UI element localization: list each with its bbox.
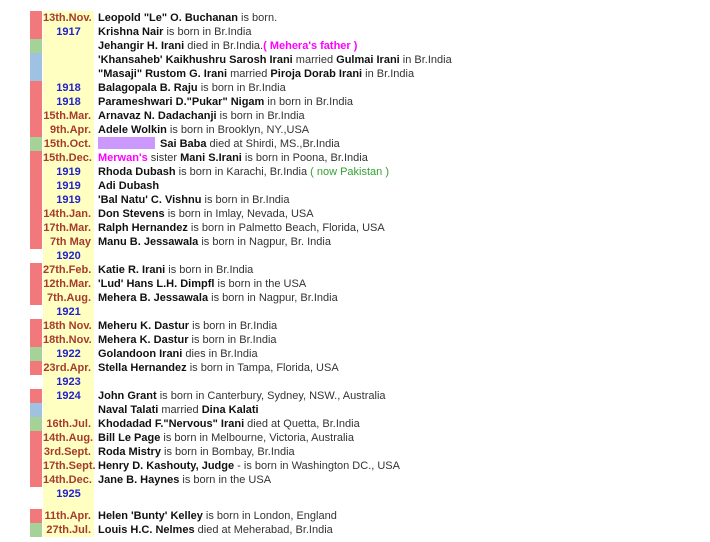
event-text-segment: Khodadad F."Nervous" Irani (98, 418, 245, 430)
event-text-segment: Louis H.C. Nelmes (98, 524, 195, 536)
event-text-segment: is born in Br.India (165, 264, 254, 276)
row-date: 7th May (43, 235, 94, 249)
event-text-segment: Mehera K. Dastur (98, 334, 189, 346)
event-text-segment: is born in Canterbury, Sydney, NSW., Australia (156, 390, 386, 402)
row-color-strip (30, 179, 42, 193)
event-text-segment: Adele Wolkin (98, 124, 167, 136)
event-text-segment: Balagopala B. Raju (98, 82, 198, 94)
timeline-row (30, 123, 452, 137)
row-color-strip (30, 53, 42, 67)
event-text-segment: 'Lud' Hans L.H. Dimpfl (98, 278, 215, 290)
row-date: 14th.Aug. (43, 432, 94, 444)
row-color-strip (30, 459, 42, 473)
event-text-segment: is born. (238, 12, 278, 24)
event-text-segment: is born in Melbourne, Victoria, Australia (160, 432, 354, 444)
row-date: 1919 (43, 179, 94, 193)
row-event (94, 417, 360, 431)
row-color-strip (30, 193, 42, 207)
row-color-strip (30, 235, 42, 249)
event-text-segment: is born in Br.India (163, 26, 252, 38)
timeline-row (30, 501, 452, 509)
event-text-segment: is born in Poona, Br.India (241, 152, 368, 164)
row-color-strip (30, 165, 42, 179)
row-event (94, 39, 357, 53)
row-date: 12th.Mar. (43, 277, 94, 291)
event-text-segment: died at Shirdi, MS.,Br.India (206, 138, 340, 150)
row-date (43, 403, 94, 417)
event-text-segment: married (158, 404, 202, 416)
row-color-strip (30, 333, 42, 347)
event-text-segment: Piroja Dorab Irani (270, 68, 363, 80)
event-text-segment: died at Meherabad, Br.India (194, 524, 333, 536)
event-text-segment: married (227, 68, 271, 80)
row-color-strip (30, 137, 42, 151)
row-event (94, 123, 309, 137)
event-text-segment: is born in Palmetto Beach, Florida, USA (187, 222, 385, 234)
event-text-segment: Mani S.Irani (180, 152, 242, 164)
event-text-segment: - is born in Washington DC., USA (234, 460, 400, 472)
event-text-segment: is born in the USA (214, 278, 307, 290)
row-color-strip (30, 67, 42, 81)
row-event (94, 53, 452, 67)
event-text-segment: Roda Mistry (98, 446, 161, 458)
row-date: 1919 (43, 193, 94, 207)
timeline-row (30, 417, 452, 431)
event-text-segment: Henry D. Kashouty, Judge (98, 460, 235, 472)
row-color-strip (30, 151, 42, 165)
row-color-strip (30, 81, 42, 95)
timeline-row (30, 473, 452, 487)
event-text-segment: Don Stevens (98, 208, 165, 220)
event-text-segment: is born in Br.India (188, 334, 277, 346)
row-color-strip (30, 389, 42, 403)
event-text-segment: Krishna Nair (98, 26, 164, 38)
event-text-segment: Gulmai Irani (336, 54, 400, 66)
row-event (94, 165, 389, 179)
row-event (94, 333, 277, 347)
event-text-segment: 'Khansaheb' Kaikhushru Sarosh Irani (98, 54, 293, 66)
row-color-strip (30, 403, 42, 417)
row-event (94, 501, 98, 509)
timeline-row (30, 193, 452, 207)
timeline-row (30, 137, 452, 151)
row-color-strip (30, 319, 42, 333)
timeline-row (30, 109, 452, 123)
event-text-segment: in Br.India (362, 68, 415, 80)
row-event (94, 207, 314, 221)
event-text-segment: dies in Br.India (182, 348, 258, 360)
event-text-segment: Adi Dubash (98, 180, 160, 192)
event-text-segment: is born in the USA (179, 474, 272, 486)
event-text-segment: ( Mehera's father ) (263, 40, 358, 52)
event-text-segment: died at Quetta, Br.India (244, 418, 360, 430)
event-text-segment: Manu B. Jessawala (98, 236, 199, 248)
row-color-strip (30, 347, 42, 361)
row-event (94, 403, 259, 417)
timeline-row (30, 25, 452, 39)
row-date: 1921 (43, 305, 94, 319)
row-date: 1920 (43, 249, 94, 263)
row-event (94, 67, 414, 81)
timeline-row (30, 319, 452, 333)
row-date (43, 67, 94, 81)
row-date: 1919 (43, 165, 94, 179)
event-text-segment: Helen 'Bunty' Kelley (98, 510, 203, 522)
event-text-segment: is born in Br.India (189, 320, 278, 332)
row-event (94, 361, 339, 375)
row-color-strip (30, 277, 42, 291)
event-text-segment: Merwan's (98, 152, 148, 164)
row-event (94, 347, 258, 361)
row-date: 14th.Dec. (43, 473, 94, 487)
row-date (43, 53, 94, 67)
event-text-segment: Jehangir H. Irani (98, 40, 185, 52)
row-date: 17th.Sept. (43, 460, 96, 472)
row-date: 9th.Apr. (43, 123, 94, 137)
row-event (94, 81, 286, 95)
event-text-segment: is born in Karachi, Br.India (175, 166, 311, 178)
row-event (94, 11, 277, 25)
event-text-segment: is born in Nagpur, Br. India (198, 236, 331, 248)
row-event (94, 291, 338, 305)
row-date: 15th.Dec. (43, 151, 94, 165)
row-date: 18th Nov. (43, 319, 94, 333)
event-text-segment: is born in Brooklyn, NY.,USA (166, 124, 310, 136)
event-text-segment: married (292, 54, 337, 66)
row-color-strip (30, 221, 42, 235)
event-text-segment: Arnavaz N. Dadachanji (98, 110, 217, 122)
timeline-row (30, 39, 452, 53)
row-event (94, 305, 98, 319)
timeline-row (30, 347, 452, 361)
row-date: 11th.Apr. (43, 509, 94, 523)
row-color-strip (30, 375, 42, 389)
timeline-row (30, 431, 452, 445)
row-color-strip (30, 207, 42, 221)
timeline-row (30, 509, 452, 523)
event-text-segment: is born in Imlay, Nevada, USA (164, 208, 314, 220)
timeline-table (30, 11, 452, 537)
row-color-strip (30, 39, 42, 53)
row-date: 1925 (43, 487, 94, 501)
timeline-row (30, 291, 452, 305)
row-date: 17th.Mar. (43, 221, 94, 235)
row-color-strip (30, 25, 42, 39)
row-date: 27th.Feb. (43, 263, 94, 277)
row-event (94, 109, 305, 123)
row-date: 18th.Nov. (43, 333, 94, 347)
row-date: 1923 (43, 375, 94, 389)
row-date: 1917 (43, 25, 94, 39)
row-event (94, 179, 159, 193)
event-text-segment: in born in Br.India (264, 96, 354, 108)
timeline-row (30, 165, 452, 179)
event-text-segment: John Grant (98, 390, 157, 402)
event-text-segment: Katie R. Irani (98, 264, 166, 276)
row-event (94, 95, 353, 109)
row-event (94, 235, 331, 249)
row-event (94, 137, 340, 151)
timeline-row (30, 523, 452, 537)
row-event (94, 473, 271, 487)
row-date: 16th.Jul. (43, 417, 94, 431)
row-date: 3rd.Sept. (43, 445, 94, 459)
row-event (94, 151, 368, 165)
event-text-segment: Sai Baba (160, 138, 207, 150)
row-color-strip (30, 445, 42, 459)
timeline-row (30, 305, 452, 319)
highlight-box (98, 137, 155, 149)
timeline-row (30, 333, 452, 347)
row-event (94, 277, 306, 291)
row-date: 14th.Jan. (43, 207, 94, 221)
row-date: 1918 (43, 81, 94, 95)
event-text-segment: Golandoon Irani (98, 348, 183, 360)
row-date: 1924 (43, 389, 94, 403)
event-text-segment: Meheru K. Dastur (98, 320, 190, 332)
row-event (94, 445, 295, 459)
row-date: 1922 (43, 347, 94, 361)
timeline-row (30, 151, 452, 165)
row-date: 13th.Nov. (43, 11, 94, 25)
event-text-segment: Parameshwari D."Pukar" Nigam (98, 96, 265, 108)
timeline-row (30, 389, 452, 403)
event-text-segment: is born in Br.India (197, 82, 286, 94)
event-text-segment: Mehera B. Jessawala (98, 292, 209, 304)
event-text-segment: Ralph Hernandez (98, 222, 188, 234)
row-color-strip (30, 417, 42, 431)
event-text-segment: Jane B. Haynes (98, 474, 180, 486)
event-text-segment: "Masaji" Rustom G. Irani (98, 68, 228, 80)
row-event (94, 249, 98, 263)
event-text-segment: in Br.India (399, 54, 452, 66)
row-date: 1918 (43, 95, 94, 109)
event-text-segment: 'Bal Natu' C. Vishnu (98, 194, 202, 206)
row-date (43, 39, 94, 53)
row-color-strip (30, 501, 42, 509)
event-text-segment: is born in Br.India (201, 194, 290, 206)
row-event (94, 487, 98, 501)
row-color-strip (30, 11, 42, 25)
row-event (94, 459, 400, 473)
event-text-segment: Leopold "Le" O. Buchanan (98, 12, 238, 24)
timeline-row (30, 67, 452, 81)
row-color-strip (30, 473, 42, 487)
timeline-row (30, 81, 452, 95)
row-color-strip (30, 249, 42, 263)
event-text-segment: is born in Nagpur, Br.India (208, 292, 338, 304)
event-text-segment: ( now Pakistan ) (310, 166, 390, 178)
row-date (43, 501, 94, 509)
row-event (94, 509, 337, 523)
row-event (94, 25, 251, 39)
timeline-row (30, 403, 452, 417)
event-text-segment: Rhoda Dubash (98, 166, 176, 178)
timeline-row (30, 361, 452, 375)
row-color-strip (30, 305, 42, 319)
row-date: 15th.Mar. (43, 109, 94, 123)
row-color-strip (30, 123, 42, 137)
row-color-strip (30, 361, 42, 375)
event-text-segment: died in Br.India. (184, 40, 264, 52)
event-text-segment: Stella Hernandez (98, 362, 187, 374)
event-text-segment: is born in Tampa, Florida, USA (186, 362, 339, 374)
row-event (94, 523, 333, 537)
row-date: 27th.Jul. (43, 523, 94, 537)
event-text-segment: Dina Kalati (201, 404, 259, 416)
event-text-segment: Bill Le Page (98, 432, 161, 444)
event-text-segment: is born in Br.India (216, 110, 305, 122)
event-text-segment: sister (147, 152, 181, 164)
timeline-row (30, 221, 452, 235)
timeline-row (30, 207, 452, 221)
row-event (94, 263, 253, 277)
row-event (94, 319, 277, 333)
timeline-row (30, 459, 452, 473)
row-event (94, 389, 386, 403)
event-text-segment: Naval Talati (98, 404, 159, 416)
row-color-strip (30, 95, 42, 109)
timeline-row (30, 249, 452, 263)
timeline-row (30, 95, 452, 109)
timeline-row (30, 263, 452, 277)
event-text-segment: is born in London, England (202, 510, 337, 522)
row-color-strip (30, 523, 42, 537)
row-date: 23rd.Apr. (43, 361, 94, 375)
event-text-segment: is born in Bombay, Br.India (160, 446, 295, 458)
row-color-strip (30, 431, 42, 445)
row-event (94, 375, 98, 389)
row-color-strip (30, 263, 42, 277)
timeline-row (30, 375, 452, 389)
row-date: 15th.Oct. (43, 137, 94, 151)
timeline-row (30, 277, 452, 291)
row-event (94, 193, 290, 207)
timeline-row (30, 179, 452, 193)
row-color-strip (30, 509, 42, 523)
timeline-row (30, 53, 452, 67)
row-color-strip (30, 487, 42, 501)
timeline-row (30, 487, 452, 501)
row-color-strip (30, 291, 42, 305)
row-date: 7th.Aug. (43, 291, 94, 305)
timeline-row (30, 235, 452, 249)
row-color-strip (30, 109, 42, 123)
row-event (94, 431, 354, 445)
row-event (94, 221, 385, 235)
timeline-row (30, 445, 452, 459)
timeline-row (30, 11, 452, 25)
